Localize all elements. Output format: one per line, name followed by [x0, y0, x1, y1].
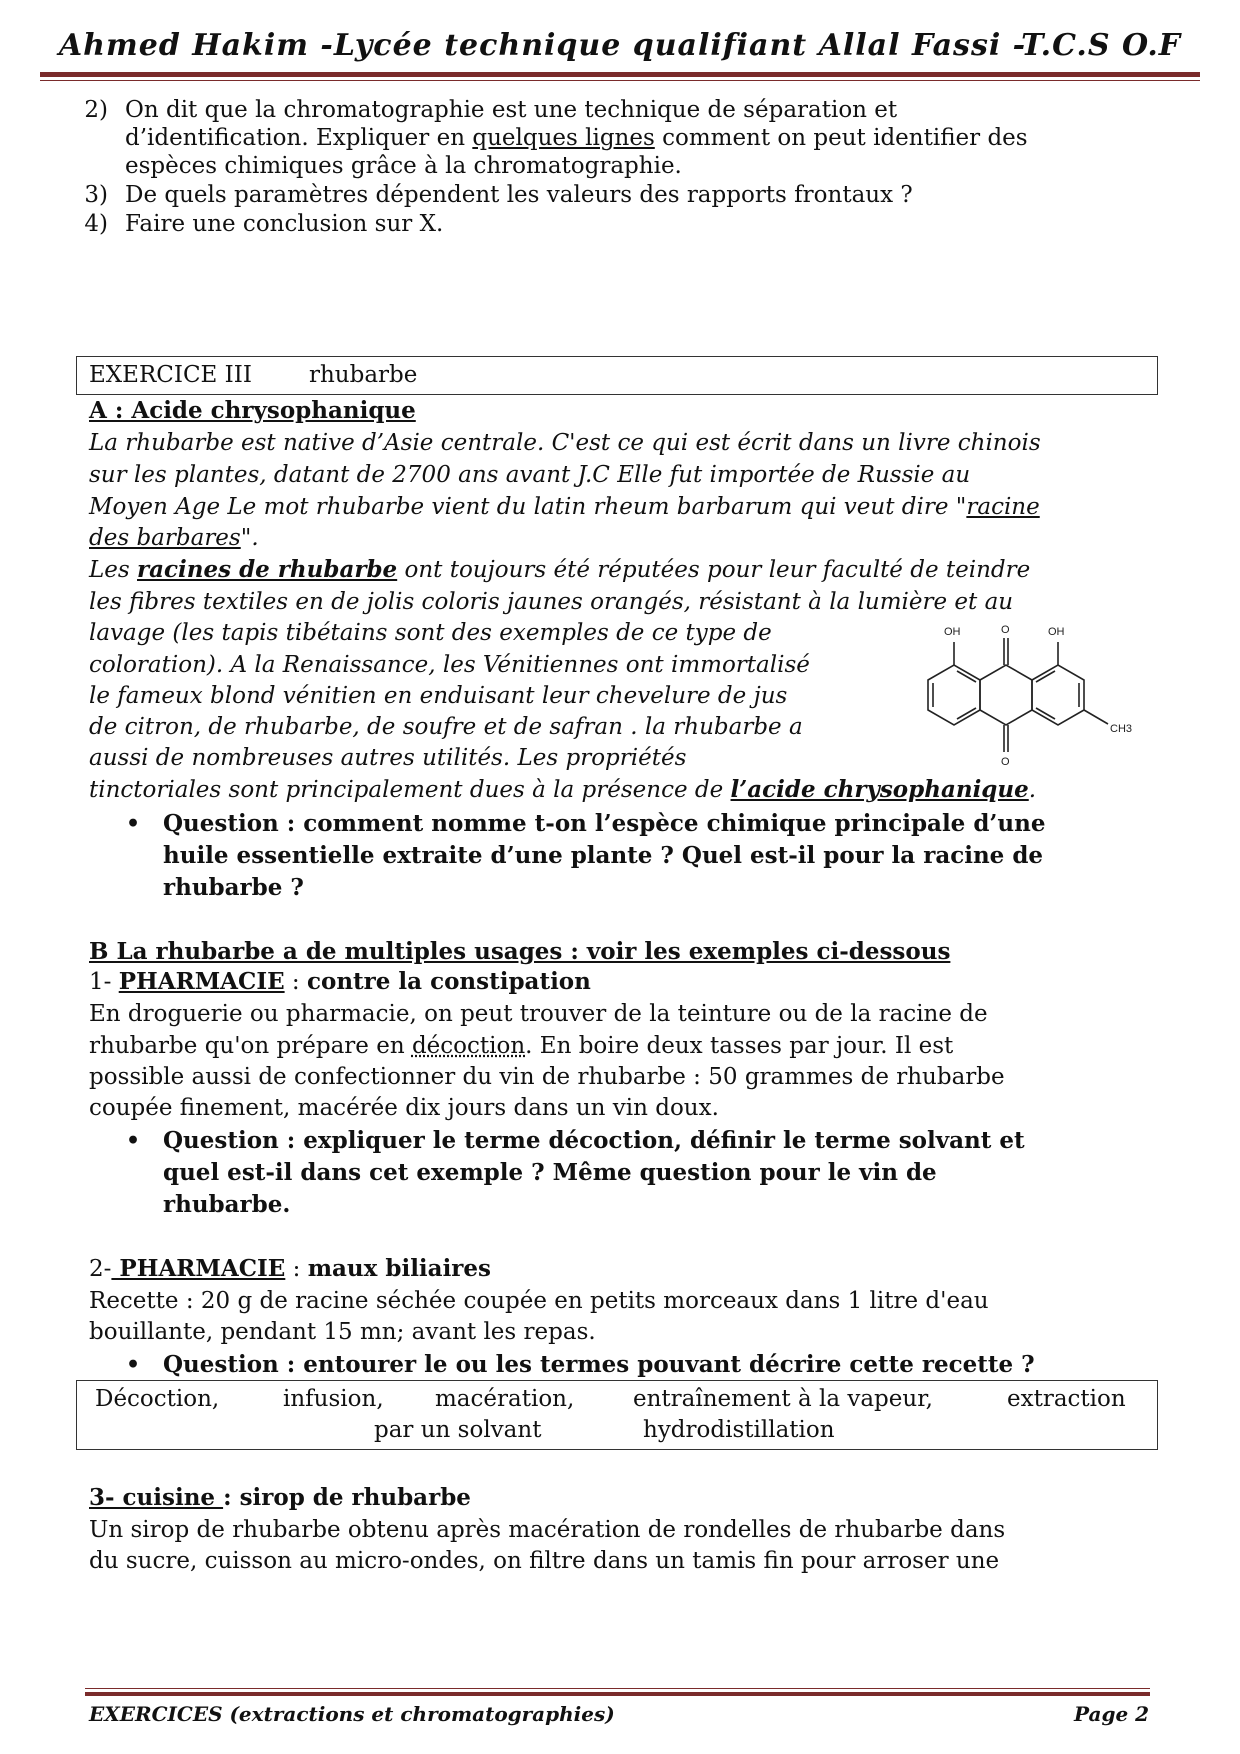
acide-chrysophanique-term: l’acide chrysophanique	[730, 776, 1029, 803]
part-a-line: le fameux blond vénitien en enduisant leur chevelure de jus	[89, 683, 788, 709]
section-3-title: : sirop de rhubarbe	[223, 1484, 471, 1511]
section-2-line: bouillante, pendant 15 mn; avant les repas.	[89, 1319, 596, 1345]
des-barbares-term: des barbares	[89, 525, 241, 551]
section-2-line: Recette : 20 g de racine séchée coupée en petits morceaux dans 1 litre d'eau	[89, 1288, 989, 1314]
option-infusion[interactable]: infusion,	[283, 1386, 384, 1412]
pharmacie-label: PHARMACIE	[118, 968, 285, 995]
option-maceration[interactable]: macération,	[435, 1386, 575, 1412]
recipe-options-box	[76, 1380, 1158, 1450]
exercise-label: EXERCICE III	[89, 362, 252, 388]
left-ring	[928, 665, 980, 725]
header-rule-thin	[40, 80, 1200, 81]
option-steam-entrainment[interactable]: entraînement à la vapeur,	[633, 1386, 933, 1412]
exercise-topic: rhubarbe	[309, 362, 418, 388]
exercise-title-box	[76, 356, 1158, 395]
part-a-line: sur les plantes, datant de 2700 ans avant J.C Elle fut importée de Russie au	[89, 462, 971, 488]
quelques-lignes-term: quelques lignes	[472, 125, 655, 151]
part-a-line: lavage (les tapis tibétains sont des exemples de ce type de	[89, 620, 772, 646]
part-a-question-line: huile essentielle extraite d’une plante ? Quel est-il pour la racine de	[163, 842, 1044, 869]
section-2-question: Question : entourer le ou les termes pouvant décrire cette recette ?	[163, 1351, 1035, 1378]
question-number: 3)	[84, 182, 108, 208]
section-2-heading: 2- PHARMACIE : maux biliaires	[89, 1255, 492, 1282]
pharmacie-label: PHARMACIE	[111, 1255, 286, 1282]
option-hydrodistillation[interactable]: hydrodistillation	[643, 1417, 835, 1443]
section-1-line: coupée finement, macérée dix jours dans un vin doux.	[89, 1095, 719, 1121]
section-1-line: possible aussi de confectionner du vin de rhubarbe : 50 grammes de rhubarbe	[89, 1064, 1005, 1090]
section-3-heading	[89, 1482, 471, 1514]
header-rule-thick	[40, 72, 1200, 77]
option-decoction[interactable]: Décoction,	[95, 1386, 220, 1412]
part-a-line: les fibres textiles en de jolis coloris jaunes orangés, résistant à la lumière et au	[89, 589, 1014, 615]
section-1-heading: 1- PHARMACIE : contre la constipation	[89, 968, 591, 995]
chrysophanic-acid-structure	[920, 620, 1150, 770]
section-1-question-line: rhubarbe.	[163, 1191, 291, 1218]
section-1-title: contre la constipation	[306, 968, 591, 995]
question-4-text: Faire une conclusion sur X.	[125, 211, 444, 237]
footer-rule-thick	[85, 1692, 1150, 1696]
oh-left-label: OH	[944, 626, 961, 638]
part-a-line: La rhubarbe est native d’Asie centrale. C'est ce qui est écrit dans un livre chinois	[89, 430, 1041, 456]
part-a-line: aussi de nombreuses autres utilités. Les propriétés	[89, 745, 687, 771]
bullet: •	[126, 1352, 141, 1378]
racine-term: racine	[966, 494, 1040, 520]
part-a-line: coloration). A la Renaissance, les Vénitiennes ont immortalisé	[89, 652, 810, 678]
option-extraction[interactable]: extraction	[1007, 1386, 1126, 1412]
section-3-line: Un sirop de rhubarbe obtenu après macération de rondelles de rhubarbe dans	[89, 1517, 1006, 1543]
footer-page-number: Page 2	[1074, 1702, 1150, 1726]
decoction-term: décoction	[411, 1033, 526, 1059]
page-header-title: Ahmed Hakim -Lycée technique qualifiant Allal Fassi -T.C.S O.F	[58, 28, 1182, 63]
part-a-question-line: Question : comment nomme t-on l’espèce chimique principale d’une	[163, 810, 1046, 837]
section-2-title: maux biliaires	[307, 1255, 492, 1282]
part-a-line: Les racines de rhubarbe ont toujours été réputées pour leur faculté de teindre	[89, 556, 1031, 583]
question-number: 2)	[84, 97, 108, 123]
part-a-line: tinctoriales sont principalement dues à la présence de l’acide chrysophanique.	[89, 776, 1037, 803]
oh-right-label: OH	[1048, 626, 1065, 638]
section-1-question-line: quel est-il dans cet exemple ? Même question pour le vin de	[163, 1159, 937, 1186]
part-a-line: Moyen Age Le mot rhubarbe vient du latin rheum barbarum qui veut dire "racine	[89, 494, 1040, 520]
section-1-line: En droguerie ou pharmacie, on peut trouver de la teinture ou de la racine de	[89, 1001, 988, 1027]
footer-rule-thin	[85, 1688, 1150, 1689]
question-2-line2: d’identification. Expliquer en quelques lignes comment on peut identifier des	[125, 125, 1028, 151]
carbonyl-top-label: O	[1001, 624, 1010, 636]
question-2-line3: espèces chimiques grâce à la chromatographie.	[125, 153, 682, 179]
question-3-text: De quels paramètres dépendent les valeurs des rapports frontaux ?	[125, 182, 913, 208]
carbonyl-bottom-label: O	[1001, 756, 1010, 768]
question-number: 4)	[84, 211, 108, 237]
section-1-question-line: Question : expliquer le terme décoction, définir le terme solvant et	[163, 1127, 1025, 1154]
middle-ring	[980, 665, 1032, 725]
racines-de-rhubarbe-term: racines de rhubarbe	[137, 556, 398, 583]
methyl-label: CH3	[1110, 723, 1133, 735]
part-a-line: de citron, de rhubarbe, de soufre et de safran . la rhubarbe a	[89, 714, 803, 740]
option-solvent[interactable]: par un solvant	[374, 1417, 542, 1443]
part-a-question-line: rhubarbe ?	[163, 874, 304, 901]
footer-left-text: EXERCICES (extractions et chromatographies)	[89, 1702, 615, 1726]
part-a-heading: A : Acide chrysophanique	[89, 397, 416, 424]
part-b-heading: B La rhubarbe a de multiples usages : voir les exemples ci-dessous	[89, 938, 951, 965]
section-3-line: du sucre, cuisson au micro-ondes, on filtre dans un tamis fin pour arroser une	[89, 1548, 1000, 1574]
part-a-line: des barbares".	[89, 525, 259, 551]
question-2-line1: On dit que la chromatographie est une technique de séparation et	[125, 97, 898, 123]
right-ring	[1032, 665, 1084, 725]
bullet: •	[126, 811, 141, 837]
bullet: •	[126, 1128, 141, 1154]
section-1-line: rhubarbe qu'on prépare en décoction. En boire deux tasses par jour. Il est	[89, 1033, 954, 1059]
cuisine-label: 3- cuisine	[89, 1484, 224, 1511]
